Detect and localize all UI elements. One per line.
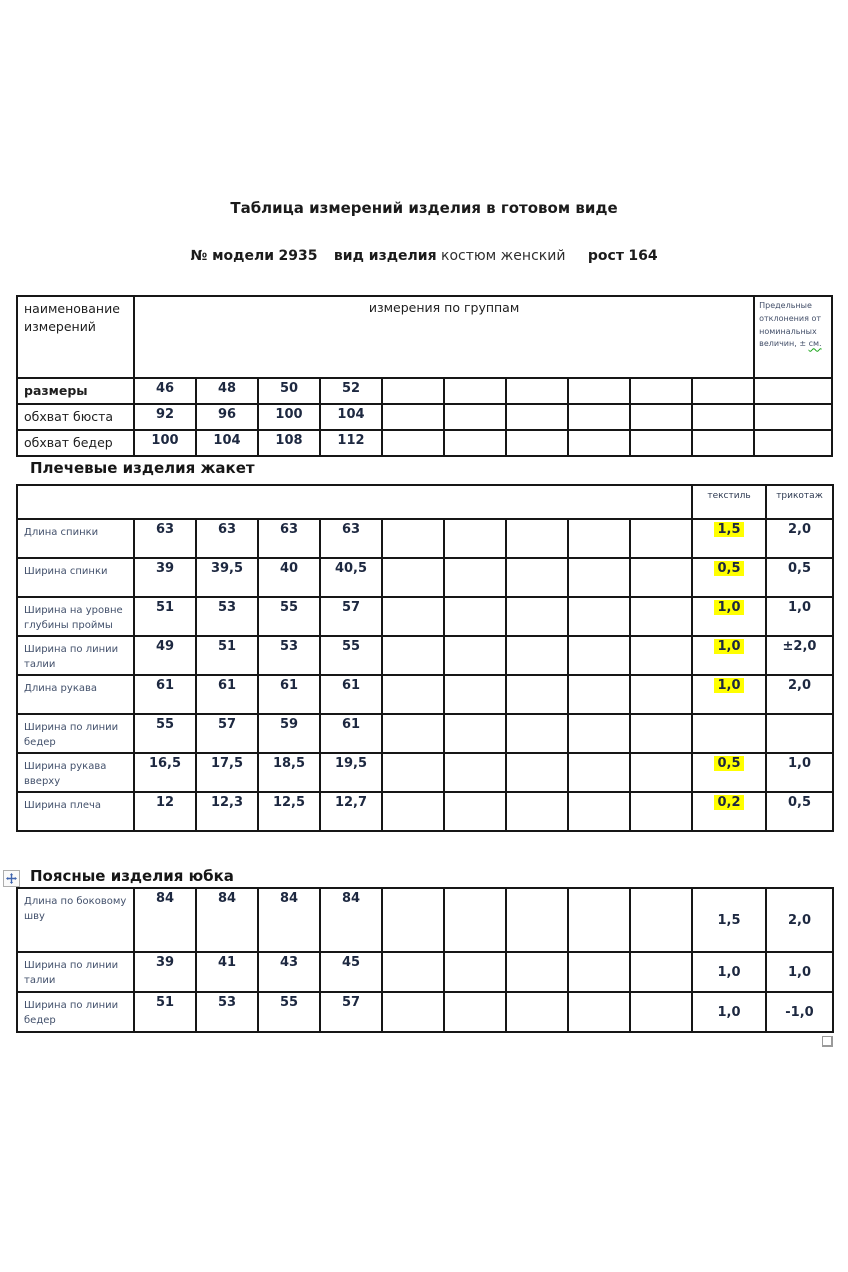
- value-cell: 43: [258, 952, 320, 992]
- value-cell: [382, 753, 444, 792]
- row-label-cell: Ширина по линии бедер: [17, 714, 134, 753]
- row-label-cell: Длина рукава: [17, 675, 134, 714]
- value-cell: 12: [134, 792, 196, 831]
- table-row: [17, 378, 832, 404]
- value-cell: 55: [320, 636, 382, 675]
- knit-tolerance-cell: -1,0: [766, 992, 833, 1032]
- value-cell: 46: [134, 378, 196, 404]
- value-cell: [568, 714, 630, 753]
- sizes-header-row: [17, 296, 832, 378]
- highlighted-tolerance-value: 1,5: [714, 522, 743, 537]
- table-row: [17, 519, 833, 558]
- textile-tolerance-cell: [692, 992, 766, 1032]
- height-value: 164: [628, 248, 658, 264]
- table-row: [17, 558, 833, 597]
- value-cell: 57: [320, 992, 382, 1032]
- table-row: [17, 636, 833, 675]
- model-label: № модели: [190, 248, 275, 264]
- value-cell: 17,5: [196, 753, 258, 792]
- value-cell: 49: [134, 636, 196, 675]
- value-cell: [506, 519, 568, 558]
- value-cell: [382, 404, 444, 430]
- value-cell: [692, 404, 754, 430]
- textile-tolerance-cell: [692, 888, 766, 952]
- value-cell: [568, 992, 630, 1032]
- value-cell: [568, 636, 630, 675]
- value-cell: 61: [258, 675, 320, 714]
- value-cell: [382, 714, 444, 753]
- knit-tolerance-cell: 1,0: [766, 952, 833, 992]
- value-cell: 18,5: [258, 753, 320, 792]
- value-cell: 53: [196, 992, 258, 1032]
- value-cell: 57: [196, 714, 258, 753]
- value-cell: [382, 992, 444, 1032]
- value-cell: [382, 430, 444, 456]
- tolerance-value: 1,0: [717, 1005, 741, 1020]
- row-label-cell: обхват бедер: [17, 430, 134, 456]
- value-cell: [506, 378, 568, 404]
- textile-tolerance-cell: [692, 558, 766, 597]
- table-row: [17, 714, 833, 753]
- value-cell: [506, 888, 568, 952]
- highlighted-tolerance-value: 0,5: [714, 756, 743, 771]
- value-cell: [506, 636, 568, 675]
- table-row: [17, 952, 833, 992]
- value-cell: 61: [320, 714, 382, 753]
- value-cell: [506, 714, 568, 753]
- value-cell: 39: [134, 952, 196, 992]
- table-row: [17, 404, 832, 430]
- value-cell: [506, 430, 568, 456]
- table-resize-handle[interactable]: [822, 1036, 833, 1047]
- value-cell: [444, 675, 506, 714]
- highlighted-tolerance-value: 1,0: [714, 600, 743, 615]
- value-cell: 51: [196, 636, 258, 675]
- value-cell: [630, 519, 692, 558]
- value-cell: [444, 992, 506, 1032]
- table-row: [17, 792, 833, 831]
- height-label: рост: [587, 248, 624, 264]
- value-cell: 55: [258, 992, 320, 1032]
- value-cell: 92: [134, 404, 196, 430]
- value-cell: 51: [134, 597, 196, 636]
- value-cell: 12,3: [196, 792, 258, 831]
- value-cell: [568, 952, 630, 992]
- row-label-cell: Ширина по линии бедер: [17, 992, 134, 1032]
- value-cell: 61: [134, 675, 196, 714]
- value-cell: [444, 714, 506, 753]
- highlighted-tolerance-value: 0,2: [714, 795, 743, 810]
- textile-tolerance-cell: [692, 519, 766, 558]
- value-cell: 108: [258, 430, 320, 456]
- value-cell: 84: [258, 888, 320, 952]
- value-cell: [630, 888, 692, 952]
- value-cell: 55: [258, 597, 320, 636]
- value-cell: [444, 519, 506, 558]
- value-cell: [444, 888, 506, 952]
- table-row: [17, 597, 833, 636]
- knit-tolerance-cell: ±2,0: [766, 636, 833, 675]
- value-cell: [568, 675, 630, 714]
- value-cell: 16,5: [134, 753, 196, 792]
- jacket-measurements-table: [16, 484, 834, 832]
- value-cell: 84: [320, 888, 382, 952]
- value-cell: [444, 792, 506, 831]
- knit-tolerance-cell: [766, 714, 833, 753]
- jacket-header-empty-cell: [17, 485, 692, 519]
- skirt-measurements-table: [16, 887, 834, 1033]
- value-cell: [382, 952, 444, 992]
- highlighted-tolerance-value: 1,0: [714, 639, 743, 654]
- knit-tolerance-cell: 2,0: [766, 519, 833, 558]
- value-cell: 19,5: [320, 753, 382, 792]
- value-cell: [568, 597, 630, 636]
- value-cell: [382, 558, 444, 597]
- value-cell: [444, 430, 506, 456]
- value-cell: [630, 992, 692, 1032]
- value-cell: [382, 675, 444, 714]
- value-cell: [506, 404, 568, 430]
- value-cell: 100: [258, 404, 320, 430]
- table-row: [17, 888, 833, 952]
- value-cell: [568, 430, 630, 456]
- value-cell: 41: [196, 952, 258, 992]
- tolerance-cell: [754, 430, 832, 456]
- tolerance-header-cell: [754, 296, 832, 378]
- value-cell: 53: [196, 597, 258, 636]
- row-label-cell: Ширина по линии талии: [17, 952, 134, 992]
- value-cell: 12,5: [258, 792, 320, 831]
- tolerance-header-text: Предельные отклонения от номинальных величин, ±: [759, 301, 822, 349]
- table-row: [17, 753, 833, 792]
- highlighted-tolerance-value: 0,5: [714, 561, 743, 576]
- row-label-cell: обхват бюста: [17, 404, 134, 430]
- value-cell: [506, 753, 568, 792]
- value-cell: [568, 378, 630, 404]
- tolerance-cell: [754, 404, 832, 430]
- value-cell: [506, 675, 568, 714]
- textile-tolerance-cell: [692, 792, 766, 831]
- value-cell: 84: [134, 888, 196, 952]
- value-cell: [382, 888, 444, 952]
- value-cell: [630, 636, 692, 675]
- value-cell: [568, 888, 630, 952]
- value-cell: 61: [196, 675, 258, 714]
- value-cell: [692, 430, 754, 456]
- tolerance-value: 1,0: [717, 965, 741, 980]
- textile-tolerance-cell: [692, 597, 766, 636]
- skirt-section-title: Поясные изделия юбка: [30, 867, 234, 885]
- value-cell: [382, 378, 444, 404]
- jacket-header-row: [17, 485, 833, 519]
- table-row: [17, 430, 832, 456]
- textile-tolerance-cell: [692, 753, 766, 792]
- value-cell: 39: [134, 558, 196, 597]
- row-label-cell: Ширина плеча: [17, 792, 134, 831]
- value-cell: [506, 558, 568, 597]
- jacket-section-title: Плечевые изделия жакет: [30, 459, 255, 477]
- textile-tolerance-cell: [692, 952, 766, 992]
- value-cell: [568, 558, 630, 597]
- value-cell: [382, 792, 444, 831]
- value-cell: [630, 792, 692, 831]
- measurement-name-header-cell: наименование измерений: [17, 296, 134, 378]
- move-cross-icon: [6, 873, 17, 884]
- value-cell: 96: [196, 404, 258, 430]
- value-cell: [444, 378, 506, 404]
- value-cell: [568, 753, 630, 792]
- value-cell: 40: [258, 558, 320, 597]
- value-cell: 50: [258, 378, 320, 404]
- row-label-cell: Ширина спинки: [17, 558, 134, 597]
- value-cell: [444, 753, 506, 792]
- value-cell: [630, 597, 692, 636]
- value-cell: [630, 558, 692, 597]
- model-info-line: [0, 248, 848, 264]
- value-cell: 55: [134, 714, 196, 753]
- knit-tolerance-cell: 1,0: [766, 753, 833, 792]
- value-cell: [382, 636, 444, 675]
- value-cell: 40,5: [320, 558, 382, 597]
- value-cell: 39,5: [196, 558, 258, 597]
- knit-tolerance-cell: 0,5: [766, 558, 833, 597]
- value-cell: 53: [258, 636, 320, 675]
- row-label-cell: Длина по боковому шву: [17, 888, 134, 952]
- tolerance-cell: [754, 378, 832, 404]
- value-cell: [630, 378, 692, 404]
- table-move-handle[interactable]: [3, 870, 20, 887]
- value-cell: 104: [196, 430, 258, 456]
- value-cell: [630, 714, 692, 753]
- value-cell: [630, 952, 692, 992]
- value-cell: 51: [134, 992, 196, 1032]
- page-title: Таблица измерений изделия в готовом виде: [230, 199, 618, 217]
- value-cell: 100: [134, 430, 196, 456]
- value-cell: [506, 597, 568, 636]
- value-cell: [382, 597, 444, 636]
- textile-tolerance-cell: [692, 636, 766, 675]
- value-cell: 59: [258, 714, 320, 753]
- value-cell: [506, 952, 568, 992]
- knit-tolerance-cell: 1,0: [766, 597, 833, 636]
- value-cell: [630, 404, 692, 430]
- value-cell: 63: [258, 519, 320, 558]
- sizes-table: [16, 295, 833, 457]
- value-cell: [444, 558, 506, 597]
- value-cell: [506, 792, 568, 831]
- value-cell: 104: [320, 404, 382, 430]
- value-cell: [692, 378, 754, 404]
- value-cell: [444, 636, 506, 675]
- row-label-cell: Ширина рукава вверху: [17, 753, 134, 792]
- model-value: 2935: [278, 248, 318, 264]
- row-label-cell: Ширина по линии талии: [17, 636, 134, 675]
- knit-tolerance-cell: 2,0: [766, 888, 833, 952]
- value-cell: 12,7: [320, 792, 382, 831]
- table-row: [17, 675, 833, 714]
- value-cell: 84: [196, 888, 258, 952]
- value-cell: [630, 753, 692, 792]
- value-cell: [630, 430, 692, 456]
- value-cell: 57: [320, 597, 382, 636]
- value-cell: [568, 404, 630, 430]
- row-label-cell: Длина спинки: [17, 519, 134, 558]
- knit-header-cell: трикотаж: [766, 485, 833, 519]
- value-cell: 63: [134, 519, 196, 558]
- row-label-cell: Ширина на уровне глубины проймы: [17, 597, 134, 636]
- value-cell: [444, 597, 506, 636]
- value-cell: 112: [320, 430, 382, 456]
- table-row: [17, 992, 833, 1032]
- row-label-cell: размеры: [17, 378, 134, 404]
- value-cell: [382, 519, 444, 558]
- value-cell: [568, 792, 630, 831]
- value-cell: [568, 519, 630, 558]
- value-cell: 63: [320, 519, 382, 558]
- value-cell: [444, 952, 506, 992]
- value-cell: 48: [196, 378, 258, 404]
- textile-header-cell: текстиль: [692, 485, 766, 519]
- kind-value: костюм женский: [441, 248, 566, 264]
- textile-tolerance-cell: [692, 675, 766, 714]
- value-cell: 52: [320, 378, 382, 404]
- spellchecked-word: см.: [808, 339, 822, 349]
- groups-header-cell: измерения по группам: [134, 296, 754, 378]
- textile-tolerance-cell: [692, 714, 766, 753]
- knit-tolerance-cell: 0,5: [766, 792, 833, 831]
- kind-label: вид изделия: [333, 248, 437, 264]
- value-cell: [506, 992, 568, 1032]
- value-cell: 61: [320, 675, 382, 714]
- value-cell: [444, 404, 506, 430]
- value-cell: 45: [320, 952, 382, 992]
- tolerance-value: 1,5: [717, 913, 741, 928]
- value-cell: [630, 675, 692, 714]
- knit-tolerance-cell: 2,0: [766, 675, 833, 714]
- value-cell: 63: [196, 519, 258, 558]
- highlighted-tolerance-value: 1,0: [714, 678, 743, 693]
